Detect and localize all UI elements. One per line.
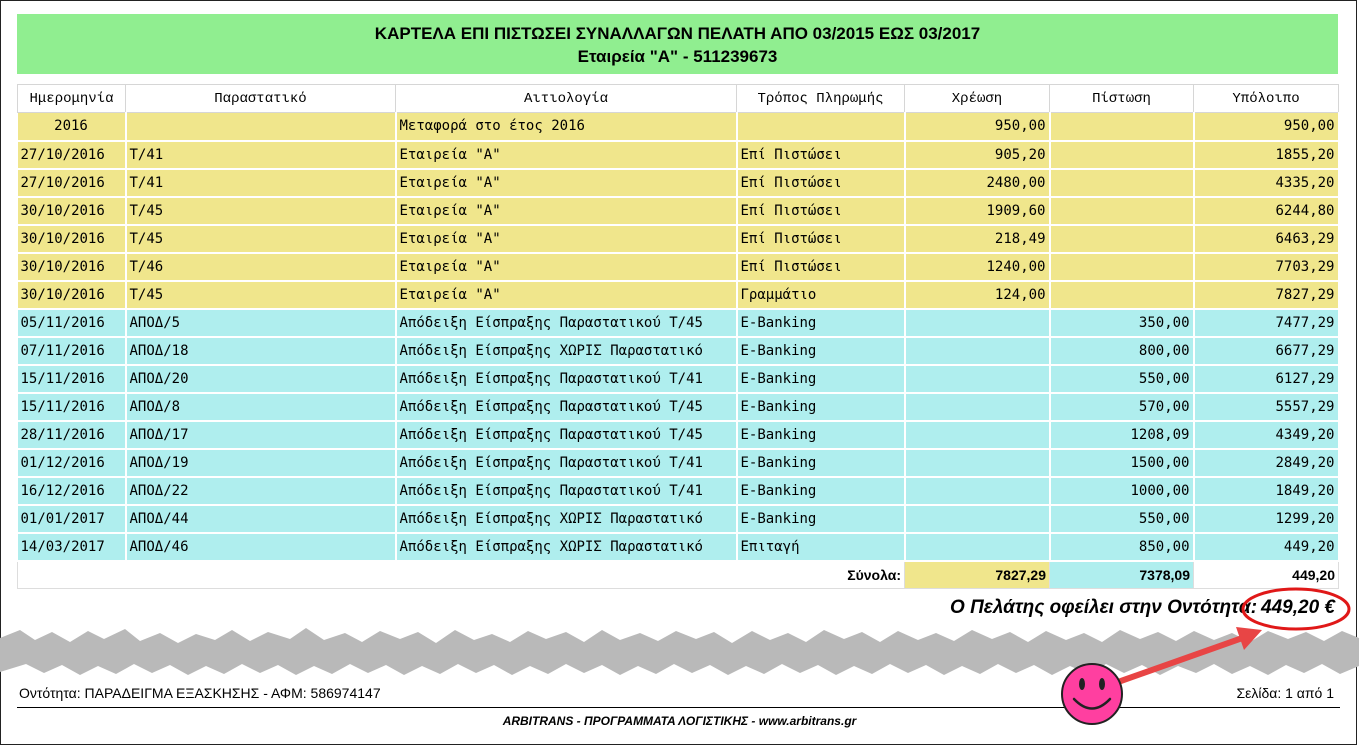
table-row xyxy=(18,281,1339,309)
row-date: 27/10/2016 xyxy=(18,169,126,197)
row-date: 28/11/2016 xyxy=(18,421,126,449)
row-balance: 4349,20 xyxy=(1194,421,1339,449)
row-payment: Γραμμάτιο xyxy=(737,281,905,309)
row-balance: 1855,20 xyxy=(1194,141,1339,169)
row-credit xyxy=(1050,197,1194,225)
row-balance: 950,00 xyxy=(1194,113,1339,141)
entity-info: Οντότητα: ΠΑΡΑΔΕΙΓΜΑ ΕΞΑΣΚΗΣΗΣ - ΑΦΜ: 586974147 xyxy=(19,685,381,701)
table-row xyxy=(18,197,1339,225)
row-document: ΑΠΟΔ/5 xyxy=(126,309,396,337)
balance-owed-label: Ο Πελάτης οφείλει στην Οντότητα: xyxy=(950,597,1258,618)
row-credit xyxy=(1050,141,1194,169)
col-header-reason: Αιτιολογία xyxy=(396,85,737,113)
row-payment: Επιταγή xyxy=(737,533,905,561)
row-credit: 570,00 xyxy=(1050,393,1194,421)
row-date: 30/10/2016 xyxy=(18,225,126,253)
vendor-footer: ARBITRANS - ΠΡΟΓΡΑΜΜΑΤΑ ΛΟΓΙΣΤΙΚΗΣ - www.arbitrans.gr xyxy=(502,714,857,728)
row-reason: Απόδειξη Είσπραξης ΧΩΡΙΣ Παραστατικό xyxy=(396,337,737,365)
table-row xyxy=(18,309,1339,337)
row-debit xyxy=(905,533,1050,561)
row-date: 07/11/2016 xyxy=(18,337,126,365)
row-date: 01/01/2017 xyxy=(18,505,126,533)
page-number: Σελίδα: 1 από 1 xyxy=(1236,685,1334,701)
row-date: 15/11/2016 xyxy=(18,365,126,393)
table-header-row xyxy=(18,85,1339,113)
row-payment: E-Banking xyxy=(737,393,905,421)
row-reason: Εταιρεία "Α" xyxy=(396,253,737,281)
table-row xyxy=(18,113,1339,141)
row-date: 16/12/2016 xyxy=(18,477,126,505)
row-reason: Απόδειξη Είσπραξης Παραστατικού Τ/41 xyxy=(396,365,737,393)
row-credit: 800,00 xyxy=(1050,337,1194,365)
row-document: ΑΠΟΔ/20 xyxy=(126,365,396,393)
row-payment: E-Banking xyxy=(737,505,905,533)
row-date: 05/11/2016 xyxy=(18,309,126,337)
row-credit: 550,00 xyxy=(1050,505,1194,533)
table-row xyxy=(18,505,1339,533)
row-debit: 1909,60 xyxy=(905,197,1050,225)
totals-row xyxy=(18,561,1339,589)
row-payment: Επί Πιστώσει xyxy=(737,253,905,281)
customer-name: Εταιρεία "Α" - 511239673 xyxy=(577,47,778,66)
row-debit: 2480,00 xyxy=(905,169,1050,197)
balance-owed-amount: 449,20 € xyxy=(1261,597,1335,618)
row-reason: Εταιρεία "Α" xyxy=(396,169,737,197)
row-document: Τ/45 xyxy=(126,197,396,225)
row-credit xyxy=(1050,169,1194,197)
row-balance: 7703,29 xyxy=(1194,253,1339,281)
row-balance: 7477,29 xyxy=(1194,309,1339,337)
row-payment: Επί Πιστώσει xyxy=(737,141,905,169)
row-document: ΑΠΟΔ/19 xyxy=(126,449,396,477)
row-reason: Εταιρεία "Α" xyxy=(396,197,737,225)
table-row xyxy=(18,141,1339,169)
row-debit xyxy=(905,393,1050,421)
row-document: Τ/41 xyxy=(126,141,396,169)
row-credit: 550,00 xyxy=(1050,365,1194,393)
row-reason: Απόδειξη Είσπραξης Παραστατικού Τ/41 xyxy=(396,477,737,505)
torn-edge-shadow xyxy=(0,628,1359,675)
row-document: ΑΠΟΔ/22 xyxy=(126,477,396,505)
row-debit: 905,20 xyxy=(905,141,1050,169)
row-balance: 449,20 xyxy=(1194,533,1339,561)
row-balance: 5557,29 xyxy=(1194,393,1339,421)
row-date: 01/12/2016 xyxy=(18,449,126,477)
col-header-balance: Υπόλοιπο xyxy=(1194,85,1339,113)
row-document: ΑΠΟΔ/17 xyxy=(126,421,396,449)
row-balance: 7827,29 xyxy=(1194,281,1339,309)
torn-page-divider xyxy=(0,622,1359,682)
row-credit xyxy=(1050,281,1194,309)
row-debit xyxy=(905,337,1050,365)
row-date: 15/11/2016 xyxy=(18,393,126,421)
row-reason: Απόδειξη Είσπραξης ΧΩΡΙΣ Παραστατικό xyxy=(396,533,737,561)
table-row xyxy=(18,169,1339,197)
row-document: ΑΠΟΔ/44 xyxy=(126,505,396,533)
report-title: ΚΑΡΤΕΛΑ ΕΠΙ ΠΙΣΤΩΣΕΙ ΣΥΝΑΛΛΑΓΩΝ ΠΕΛΑΤΗ ΑΠΟ 03/2015 ΕΩΣ 03/2017 xyxy=(374,24,981,43)
row-debit xyxy=(905,477,1050,505)
col-header-debit: Χρέωση xyxy=(905,85,1050,113)
total-debit: 7827,29 xyxy=(905,561,1050,589)
row-debit xyxy=(905,309,1050,337)
row-credit: 1500,00 xyxy=(1050,449,1194,477)
table-row xyxy=(18,393,1339,421)
row-balance: 6244,80 xyxy=(1194,197,1339,225)
row-credit: 1000,00 xyxy=(1050,477,1194,505)
row-date: 30/10/2016 xyxy=(18,253,126,281)
row-balance: 6463,29 xyxy=(1194,225,1339,253)
col-header-credit: Πίστωση xyxy=(1050,85,1194,113)
row-reason: Μεταφορά στο έτος 2016 xyxy=(396,113,737,141)
row-balance: 1849,20 xyxy=(1194,477,1339,505)
row-document: Τ/46 xyxy=(126,253,396,281)
row-date: 2016 xyxy=(18,113,126,141)
row-document: Τ/41 xyxy=(126,169,396,197)
row-credit: 850,00 xyxy=(1050,533,1194,561)
table-row xyxy=(18,253,1339,281)
row-balance: 6677,29 xyxy=(1194,337,1339,365)
row-payment xyxy=(737,113,905,141)
row-payment: Επί Πιστώσει xyxy=(737,225,905,253)
row-debit: 950,00 xyxy=(905,113,1050,141)
table-row xyxy=(18,337,1339,365)
row-balance: 1299,20 xyxy=(1194,505,1339,533)
row-debit xyxy=(905,421,1050,449)
row-debit: 124,00 xyxy=(905,281,1050,309)
row-payment: E-Banking xyxy=(737,449,905,477)
row-payment: E-Banking xyxy=(737,421,905,449)
row-document: Τ/45 xyxy=(126,225,396,253)
total-credit: 7378,09 xyxy=(1050,561,1194,589)
totals-label: Σύνολα: xyxy=(18,561,905,589)
row-credit: 1208,09 xyxy=(1050,421,1194,449)
row-date: 27/10/2016 xyxy=(18,141,126,169)
col-header-payment: Τρόπος Πληρωμής xyxy=(737,85,905,113)
row-payment: E-Banking xyxy=(737,477,905,505)
row-document xyxy=(126,113,396,141)
row-payment: Επί Πιστώσει xyxy=(737,197,905,225)
row-balance: 4335,20 xyxy=(1194,169,1339,197)
table-row xyxy=(18,477,1339,505)
table-row xyxy=(18,365,1339,393)
row-reason: Απόδειξη Είσπραξης ΧΩΡΙΣ Παραστατικό xyxy=(396,505,737,533)
row-balance: 2849,20 xyxy=(1194,449,1339,477)
row-credit xyxy=(1050,225,1194,253)
row-credit: 350,00 xyxy=(1050,309,1194,337)
row-reason: Εταιρεία "Α" xyxy=(396,281,737,309)
row-document: ΑΠΟΔ/8 xyxy=(126,393,396,421)
footer-divider xyxy=(17,707,1340,708)
col-header-date: Ημερομηνία xyxy=(18,85,126,113)
row-payment: E-Banking xyxy=(737,365,905,393)
row-debit xyxy=(905,449,1050,477)
row-payment: E-Banking xyxy=(737,309,905,337)
row-date: 30/10/2016 xyxy=(18,197,126,225)
row-credit xyxy=(1050,253,1194,281)
row-reason: Απόδειξη Είσπραξης Παραστατικού Τ/45 xyxy=(396,421,737,449)
row-payment: E-Banking xyxy=(737,337,905,365)
row-balance: 6127,29 xyxy=(1194,365,1339,393)
row-date: 14/03/2017 xyxy=(18,533,126,561)
row-reason: Εταιρεία "Α" xyxy=(396,225,737,253)
table-row xyxy=(18,533,1339,561)
row-credit xyxy=(1050,113,1194,141)
table-row xyxy=(18,421,1339,449)
total-balance: 449,20 xyxy=(1194,561,1339,589)
col-header-document: Παραστατικό xyxy=(126,85,396,113)
row-reason: Εταιρεία "Α" xyxy=(396,141,737,169)
ledger-table xyxy=(17,84,1340,589)
table-row xyxy=(18,449,1339,477)
row-debit xyxy=(905,505,1050,533)
row-reason: Απόδειξη Είσπραξης Παραστατικού Τ/45 xyxy=(396,309,737,337)
row-reason: Απόδειξη Είσπραξης Παραστατικού Τ/41 xyxy=(396,449,737,477)
row-document: ΑΠΟΔ/46 xyxy=(126,533,396,561)
row-debit: 218,49 xyxy=(905,225,1050,253)
row-document: ΑΠΟΔ/18 xyxy=(126,337,396,365)
balance-owed-summary xyxy=(950,597,1335,619)
table-row xyxy=(18,225,1339,253)
row-document: Τ/45 xyxy=(126,281,396,309)
report-header xyxy=(17,14,1338,74)
row-debit xyxy=(905,365,1050,393)
row-date: 30/10/2016 xyxy=(18,281,126,309)
row-debit: 1240,00 xyxy=(905,253,1050,281)
row-reason: Απόδειξη Είσπραξης Παραστατικού Τ/45 xyxy=(396,393,737,421)
row-payment: Επί Πιστώσει xyxy=(737,169,905,197)
